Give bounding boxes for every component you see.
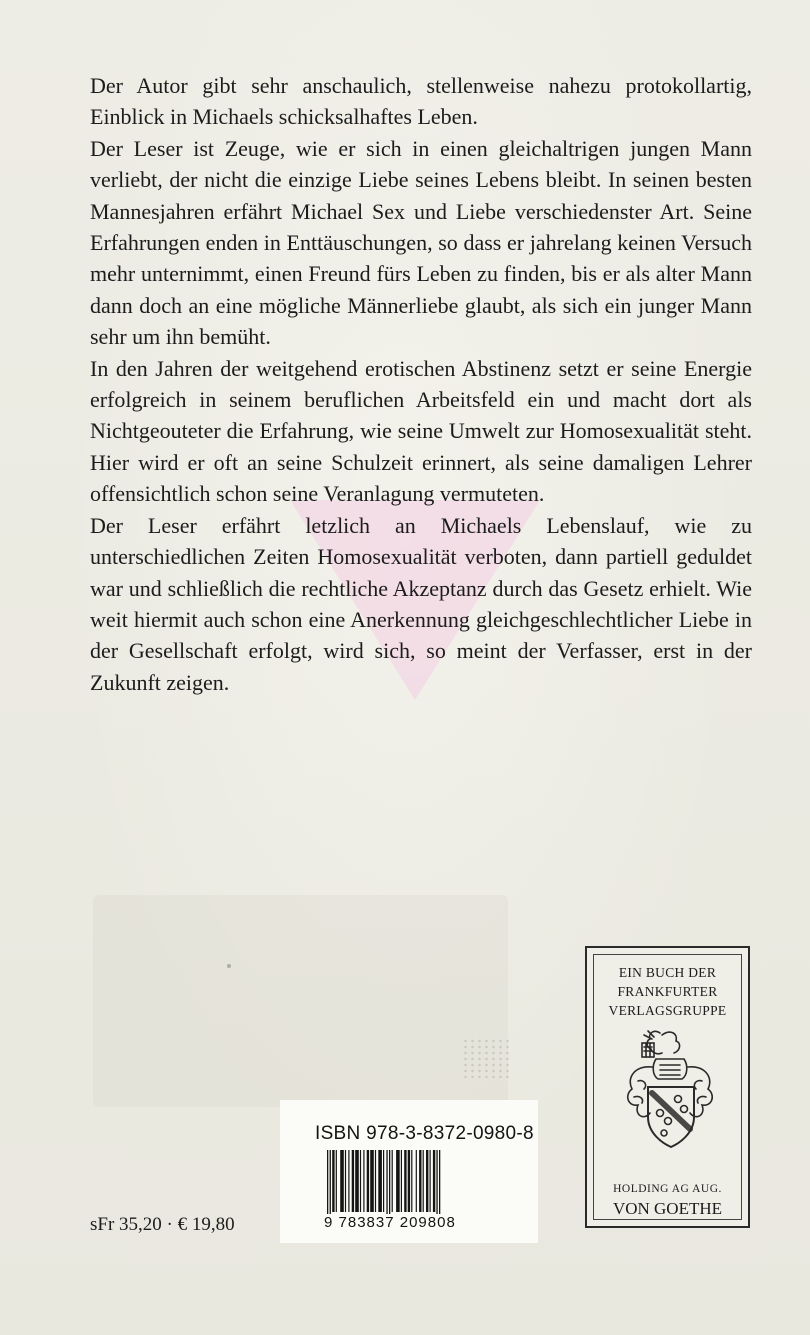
blurb-paragraph-4: Der Leser erfährt letzlich an Michaels Lebenslauf, wie zu unterschiedlichen Zeiten Homosexualität verboten, dann partiell geduldet war und schließlich die rechtliche Akzeptanz durch das Gesetz erhielt. Wie weit hiermit auch schon eine Anerkennung gleichgeschlechtlicher Liebe in der Gesellschaft erfolgt, wird sich, so meint der Verfasser, erst in der Zukunft zeigen. bbox=[90, 512, 752, 695]
blurb-paragraph-3: In den Jahren der weitgehend erotischen Abstinenz setzt er seine Energie erfolgreich in seinem beruflichen Arbeitsfeld ein und macht dort als Nichtgeouteter die Erfahrung, wie seine Umwelt zur Homosexualität steht. Hier wird er oft an seine Schulzeit erinnert, als seine damaligen Lehrer offensichtlich schon seine Veranlagung vermuteten. bbox=[90, 355, 752, 507]
publisher-heading bbox=[594, 963, 741, 1020]
removed-sticker-residue bbox=[93, 895, 508, 1107]
publisher-line-2: FRANKFURTER bbox=[617, 984, 718, 999]
publisher-inner-frame bbox=[593, 954, 742, 1220]
coat-of-arms-icon bbox=[608, 1025, 734, 1153]
isbn-label: ISBN 978-3-8372-0980-8 bbox=[315, 1123, 534, 1144]
blurb-paragraph-1: Der Autor gibt sehr anschaulich, stellenweise nahezu protokollartig, Einblick in Michaels schicksalhaftes Leben. bbox=[90, 73, 752, 130]
paper-mark bbox=[227, 964, 231, 968]
isbn-sticker bbox=[280, 1100, 538, 1243]
price-label: sFr 35,20 · € 19,80 bbox=[90, 1214, 235, 1235]
publisher-line-1: EIN BUCH DER bbox=[618, 965, 717, 980]
blurb-paragraph-2: Der Leser ist Zeuge, wie er sich in einen gleichaltrigen jungen Mann verliebt, der nicht die einzige Liebe seines Lebens bleibt. In seinen besten Mannesjahren erfährt Michael Sex und Liebe verschiedenster Art. Seine Erfahrungen enden in Enttäuschungen, so dass er jahrelang keinen Versuch mehr unternimmt, einen Freund fürs Leben zu finden, bis er als alter Mann dann doch an eine mögliche Männerliebe glaubt, als sich ein junger Mann sehr um ihn bemüht. bbox=[90, 135, 752, 350]
barcode-digits: 9 783837 209808 bbox=[324, 1214, 456, 1231]
publisher-name: VON GOETHE bbox=[612, 1199, 723, 1218]
label-residue bbox=[462, 1038, 510, 1078]
barcode-icon bbox=[325, 1150, 497, 1222]
publisher-holding: HOLDING AG AUG. bbox=[613, 1183, 722, 1195]
publisher-imprint bbox=[585, 946, 750, 1228]
publisher-line-3: VERLAGSGRUPPE bbox=[608, 1003, 727, 1018]
back-cover-blurb bbox=[90, 70, 752, 698]
